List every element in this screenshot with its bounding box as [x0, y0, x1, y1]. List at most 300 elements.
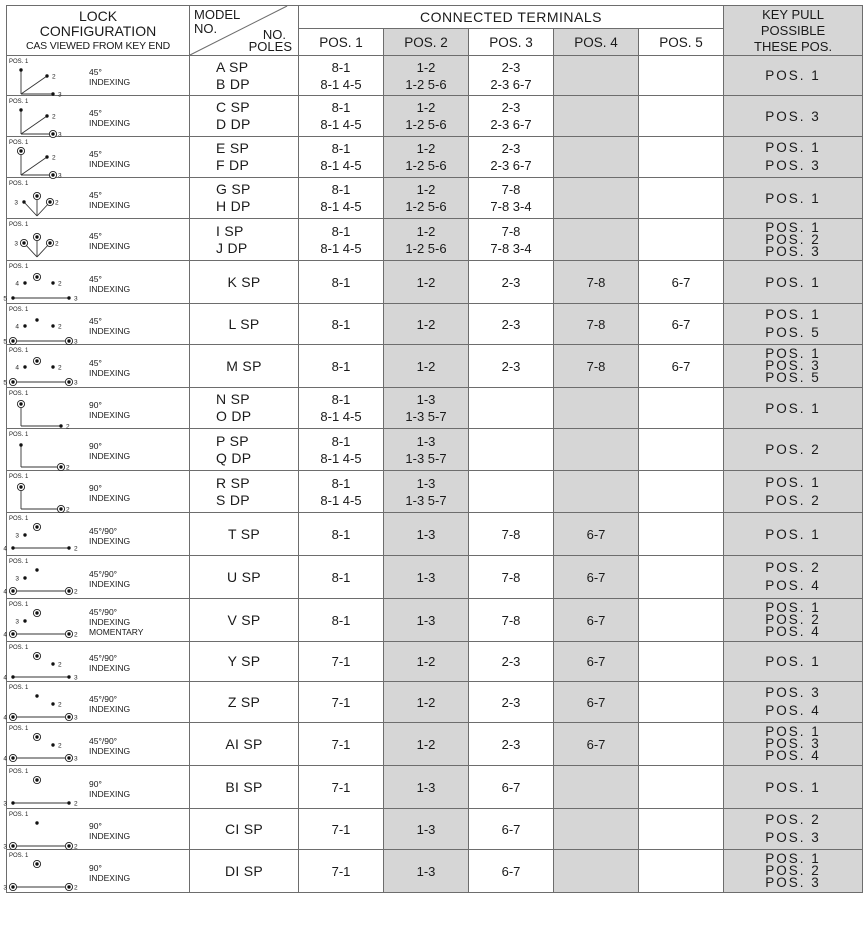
- pos-5-cell: [639, 809, 724, 850]
- terminal-dot: [19, 402, 22, 405]
- table-row: [7, 56, 863, 96]
- cell-line: 6-7: [586, 569, 606, 585]
- indexing-label: [89, 863, 130, 883]
- indexing-line: INDEXING: [89, 831, 131, 841]
- terminal-label: 3: [15, 618, 19, 626]
- cell-line: 8-1 4-5: [320, 158, 362, 173]
- pos-1-tag: POS. 1: [9, 685, 29, 691]
- pos-2-cell: [384, 345, 469, 388]
- terminal-dot: [11, 546, 14, 549]
- key-pull-position: POS. 4: [765, 748, 821, 763]
- lock-diagram: [3, 642, 87, 682]
- terminal-label: 3: [58, 172, 62, 180]
- indexing-line: 45°: [89, 108, 102, 118]
- indexing-label: [89, 441, 130, 461]
- cell-line: 1-2: [416, 316, 436, 332]
- pos-3-cell: [469, 96, 554, 137]
- terminal-label: 2: [58, 280, 62, 288]
- pos-1-tag: POS. 1: [9, 559, 29, 565]
- cell-line: 7-8: [501, 569, 521, 585]
- pos-1-tag: POS. 1: [9, 307, 29, 313]
- cell-line: 1-2 5-6: [405, 199, 447, 214]
- terminal-label: 3: [15, 532, 19, 540]
- table-row: [7, 556, 863, 599]
- terminal-label: 3: [3, 843, 7, 851]
- pos-2-cell: [384, 642, 469, 682]
- connected-terminals-header: CONNECTED TERMINALS: [299, 6, 724, 29]
- cell-line: 1-3: [416, 612, 436, 628]
- key-pull-position: POS. 1: [765, 474, 821, 490]
- cell-line: 1-2: [416, 182, 436, 197]
- cell-line: 2-3 6-7: [490, 76, 532, 92]
- key-pull-cell: [724, 96, 863, 137]
- pos-5-cell: [639, 96, 724, 137]
- indexing-label: [89, 483, 130, 503]
- lock-diagram: [7, 96, 87, 137]
- table-row: [7, 809, 863, 850]
- key-pull-line-3: THESE POS.: [754, 38, 833, 54]
- cell-line: 6-7: [671, 358, 691, 374]
- terminal-dot: [23, 281, 26, 284]
- terminal-label: 3: [14, 199, 18, 207]
- model-cell: [190, 850, 299, 893]
- terminal-label: 3: [74, 379, 78, 387]
- cell-line: S DP: [216, 491, 250, 508]
- terminal-dot: [19, 443, 22, 446]
- indexing-line: 45°: [89, 149, 102, 159]
- pos-1-cell: [299, 809, 384, 850]
- lock-configuration-cell: [3, 809, 190, 851]
- pos-3-cell: [469, 178, 554, 219]
- terminal-dot: [35, 275, 38, 278]
- pos-1-tag: POS. 1: [9, 264, 29, 270]
- key-pull-cell: [724, 429, 863, 471]
- cell-line: 8-1: [331, 475, 351, 491]
- terminal-dot: [35, 318, 38, 321]
- cell-line: 7-8 3-4: [490, 199, 532, 214]
- indexing-line: 90°: [89, 821, 102, 831]
- cell-line: 1-2: [416, 223, 436, 239]
- table-row: [7, 178, 863, 219]
- cell-line: 7-8: [586, 358, 606, 374]
- model-cell: [190, 809, 299, 850]
- terminal-label: 3: [3, 884, 7, 892]
- indexing-label: [89, 400, 130, 420]
- pos-1-cell: [299, 766, 384, 809]
- pos-2-cell: [384, 96, 469, 137]
- terminal-dot: [23, 619, 26, 622]
- lock-diagram: [7, 178, 87, 219]
- indexing-label: [89, 149, 130, 169]
- indexing-label: [89, 607, 143, 637]
- terminal-dot: [23, 365, 26, 368]
- key-pull-cell: [724, 682, 863, 723]
- pos-1-cell: [299, 137, 384, 178]
- pos-3-cell: [469, 219, 554, 261]
- pos-3-cell: [469, 723, 554, 766]
- cell-line: 2-3: [501, 100, 521, 115]
- lock-configuration-cell: [7, 219, 190, 261]
- pos-4-cell: [554, 219, 639, 261]
- cell-line: T SP: [227, 525, 261, 542]
- terminal-dot: [67, 675, 70, 678]
- pos-2-cell: [384, 219, 469, 261]
- pos-4-cell: [554, 850, 639, 893]
- key-pull-position: POS. 2: [765, 231, 821, 247]
- key-pull-position: POS. 1: [765, 526, 821, 542]
- key-pull-position: POS. 3: [765, 830, 821, 845]
- terminal-dot: [67, 296, 70, 299]
- cell-line: 8-1 4-5: [320, 240, 362, 256]
- key-pull-position: POS. 1: [765, 851, 821, 866]
- pos-2-cell: [384, 471, 469, 513]
- terminal-dot: [11, 632, 14, 635]
- terminal-dot: [35, 654, 38, 657]
- pos-5-cell: [639, 137, 724, 178]
- terminal-label: 2: [66, 423, 70, 431]
- cell-line: P SP: [216, 432, 249, 449]
- pos-1-cell: [299, 429, 384, 471]
- cell-line: 7-8: [501, 526, 521, 542]
- model-cell: [190, 96, 299, 137]
- pos-1-header: POS. 1: [299, 29, 384, 56]
- cell-line: A SP: [216, 58, 249, 75]
- cell-line: 1-2 5-6: [405, 158, 447, 173]
- key-pull-cell: [724, 723, 863, 766]
- pos-5-cell: [639, 556, 724, 599]
- pos-2-cell: [384, 556, 469, 599]
- terminal-dot: [11, 675, 14, 678]
- cell-line: 8-1: [331, 569, 351, 585]
- pos-3-cell: [469, 56, 554, 96]
- terminal-dot: [67, 589, 70, 592]
- pos-1-tag: POS. 1: [9, 769, 29, 775]
- pos-2-cell: [384, 304, 469, 345]
- pos-1-cell: [299, 850, 384, 893]
- pos-2-cell: [384, 850, 469, 893]
- key-pull-position: POS. 1: [765, 400, 821, 416]
- cell-line: 1-2: [416, 100, 436, 115]
- terminal-label: 5: [3, 338, 7, 346]
- cell-line: 7-1: [331, 821, 351, 837]
- key-pull-cell: [724, 178, 863, 219]
- cell-line: 8-1 4-5: [320, 76, 362, 92]
- terminal-label: 2: [58, 661, 62, 669]
- cell-line: 8-1: [331, 223, 351, 239]
- pos-4-cell: [554, 809, 639, 850]
- terminal-dot: [35, 778, 38, 781]
- lock-configuration-cell: [7, 178, 190, 219]
- lock-diagram: [3, 513, 87, 556]
- pos-2-cell: [384, 809, 469, 850]
- cell-line: O DP: [216, 408, 252, 424]
- lock-configuration-cell: [7, 137, 190, 178]
- pos-4-cell: [554, 429, 639, 471]
- terminal-dot: [51, 743, 54, 746]
- pos-2-cell: [384, 513, 469, 556]
- model-cell: [190, 56, 299, 96]
- terminal-dot: [11, 844, 14, 847]
- key-pull-position: POS. 1: [765, 219, 821, 235]
- cell-line: 8-1: [331, 274, 351, 290]
- table-row: [7, 388, 863, 429]
- cell-line: 1-3: [416, 475, 436, 491]
- pos-4-cell: [554, 682, 639, 723]
- terminal-dot: [19, 108, 22, 111]
- pos-1-cell: [299, 219, 384, 261]
- pos-1-tag: POS. 1: [9, 140, 29, 146]
- cell-line: I SP: [216, 222, 244, 239]
- terminal-dot: [11, 380, 14, 383]
- indexing-line: 45°/90°: [89, 607, 118, 617]
- indexing-line: INDEXING: [89, 493, 131, 503]
- cell-line: 8-1: [331, 433, 351, 449]
- cell-line: 6-7: [671, 316, 691, 332]
- indexing-line: 90°: [89, 863, 102, 873]
- terminal-dot: [48, 241, 51, 244]
- cell-line: 2-3: [501, 316, 521, 332]
- no-label: NO.: [262, 27, 286, 42]
- terminal-label: 2: [58, 364, 62, 372]
- key-pull-position: POS. 1: [765, 724, 821, 739]
- pos-4-header: POS. 4: [554, 29, 639, 56]
- terminal-dot: [11, 885, 14, 888]
- cell-line: 1-2: [416, 694, 436, 710]
- pos-5-cell: [639, 261, 724, 304]
- pos-4-cell: [554, 471, 639, 513]
- terminal-dot: [67, 339, 70, 342]
- pos-1-tag: POS. 1: [9, 516, 29, 522]
- cell-line: BI SP: [225, 778, 263, 795]
- model-cell: [190, 513, 299, 556]
- model-cell: [190, 471, 299, 513]
- pos-4-cell: [554, 345, 639, 388]
- diagram-line: [21, 116, 47, 134]
- pos-3-cell: [469, 304, 554, 345]
- cell-line: 1-2: [416, 274, 436, 290]
- pos-1-tag: POS. 1: [9, 348, 29, 354]
- terminal-label: 2: [74, 631, 78, 639]
- cell-line: 2-3: [501, 654, 521, 669]
- pos-1-cell: [299, 599, 384, 642]
- cell-line: H DP: [216, 198, 251, 214]
- cell-line: 7-8: [586, 274, 606, 290]
- lock-configuration-cell: [3, 345, 190, 388]
- cell-line: 8-1: [331, 59, 351, 75]
- indexing-line: INDEXING: [89, 789, 131, 799]
- terminal-label: 4: [3, 545, 7, 553]
- terminal-label: 2: [58, 701, 62, 709]
- lock-header-line-2: CONFIGURATION: [39, 22, 157, 39]
- key-pull-position: POS. 2: [765, 863, 821, 878]
- terminal-label: 2: [52, 73, 56, 81]
- pos-5-cell: [639, 429, 724, 471]
- cell-line: L SP: [228, 315, 260, 332]
- cell-line: 2-3: [501, 736, 521, 752]
- cell-line: 6-7: [501, 779, 521, 795]
- table-row: [7, 261, 863, 304]
- table-row: [7, 642, 863, 682]
- cell-line: 8-1 4-5: [320, 492, 362, 508]
- lock-configuration-cell: [3, 723, 190, 766]
- diagram-line: [21, 157, 47, 175]
- key-pull-position: POS. 3: [765, 108, 821, 124]
- table-row: [7, 219, 863, 261]
- cell-line: 8-1: [331, 612, 351, 628]
- cell-line: 7-1: [331, 694, 351, 710]
- indexing-line: 45°/90°: [89, 694, 118, 704]
- cell-line: E SP: [216, 140, 250, 156]
- lock-diagram: [7, 56, 87, 99]
- pos-1-cell: [299, 304, 384, 345]
- indexing-line: INDEXING: [89, 118, 131, 128]
- pos-2-cell: [384, 766, 469, 809]
- indexing-line: INDEXING: [89, 579, 131, 589]
- cell-line: 2-3: [501, 274, 521, 290]
- lock-configuration-cell: [7, 471, 190, 513]
- key-pull-cell: [724, 261, 863, 304]
- pos-4-cell: [554, 56, 639, 96]
- indexing-line: 45°/90°: [89, 736, 118, 746]
- indexing-line: MOMENTARY: [89, 627, 144, 637]
- key-pull-position: POS. 3: [765, 736, 821, 751]
- cell-line: 7-1: [331, 863, 351, 879]
- pos-1-tag: POS. 1: [9, 222, 29, 228]
- cell-line: 1-3: [416, 433, 436, 449]
- terminal-dot: [35, 359, 38, 362]
- cell-line: 2-3: [501, 141, 521, 156]
- indexing-line: 45°/90°: [89, 569, 118, 579]
- lock-configuration-cell: [3, 513, 190, 556]
- terminal-dot: [67, 756, 70, 759]
- terminal-label: 3: [74, 714, 78, 722]
- cell-line: C SP: [216, 99, 250, 115]
- lock-configuration-cell: [3, 850, 190, 893]
- lock-configuration-cell: [7, 429, 190, 471]
- lock-diagram: [3, 682, 87, 723]
- pos-1-tag: POS. 1: [9, 726, 29, 732]
- key-pull-position: POS. 2: [765, 560, 821, 575]
- terminal-dot: [48, 200, 51, 203]
- poles-label: POLES: [248, 39, 292, 54]
- pos-1-cell: [299, 96, 384, 137]
- pos-1-cell: [299, 178, 384, 219]
- cell-line: 1-3 5-7: [405, 492, 447, 508]
- cell-line: 8-1 4-5: [320, 450, 362, 466]
- lock-header-line-1: LOCK: [78, 7, 118, 24]
- pos-3-cell: [469, 599, 554, 642]
- model-cell: [190, 345, 299, 388]
- model-cell: [190, 388, 299, 429]
- terminal-dot: [51, 702, 54, 705]
- cell-line: 7-8 3-4: [490, 240, 532, 256]
- lock-configuration-cell: [3, 599, 190, 642]
- pos-2-cell: [384, 599, 469, 642]
- terminal-dot: [67, 885, 70, 888]
- indexing-label: [89, 108, 130, 128]
- key-pull-position: POS. 1: [765, 779, 821, 795]
- indexing-label: [89, 358, 130, 378]
- pos-5-cell: [639, 178, 724, 219]
- pos-3-cell: [469, 682, 554, 723]
- terminal-label: 4: [3, 674, 7, 682]
- lock-configuration-cell: [7, 388, 190, 429]
- terminal-dot: [51, 324, 54, 327]
- indexing-label: [89, 316, 130, 336]
- table-row: [7, 599, 863, 642]
- terminal-dot: [67, 546, 70, 549]
- model-cell: [190, 261, 299, 304]
- lock-configuration-cell: [7, 96, 190, 137]
- indexing-line: INDEXING: [89, 77, 131, 87]
- pos-4-cell: [554, 513, 639, 556]
- cell-line: 1-2 5-6: [405, 76, 447, 92]
- indexing-line: 45°: [89, 231, 102, 241]
- lock-diagram: [3, 304, 87, 346]
- terminal-dot: [11, 756, 14, 759]
- pos-4-cell: [554, 766, 639, 809]
- indexing-line: INDEXING: [89, 368, 131, 378]
- pos-1-cell: [299, 723, 384, 766]
- terminal-dot: [35, 611, 38, 614]
- key-pull-position: POS. 2: [765, 492, 821, 508]
- cell-line: 1-2: [416, 59, 436, 75]
- lock-diagram: [7, 388, 87, 429]
- pos-2-cell: [384, 429, 469, 471]
- table-row: [7, 304, 863, 345]
- model-cell: [190, 304, 299, 345]
- table-row: [7, 766, 863, 809]
- indexing-line: INDEXING: [89, 536, 131, 546]
- lock-diagram: [7, 429, 87, 471]
- lock-configuration-cell: [3, 682, 190, 723]
- terminal-label: 3: [74, 674, 78, 682]
- terminal-label: 2: [74, 545, 78, 553]
- terminal-dot: [59, 507, 62, 510]
- key-pull-position: POS. 2: [765, 812, 821, 827]
- terminal-label: 2: [58, 742, 62, 750]
- cell-line: 7-8: [586, 316, 606, 332]
- cell-line: 2-3: [501, 694, 521, 710]
- key-pull-cell: [724, 850, 863, 893]
- pos-2-cell: [384, 137, 469, 178]
- lock-diagram: [3, 345, 87, 388]
- indexing-label: [89, 821, 130, 841]
- terminal-dot: [35, 525, 38, 528]
- key-pull-cell: [724, 471, 863, 513]
- pos-1-cell: [299, 513, 384, 556]
- key-pull-cell: [724, 137, 863, 178]
- lock-diagram: [3, 850, 87, 893]
- pos-1-tag: POS. 1: [9, 812, 29, 818]
- lock-configuration-cell: [3, 261, 190, 304]
- lock-configuration-cell: [3, 766, 190, 809]
- cell-line: 1-2: [416, 141, 436, 156]
- terminal-dot: [19, 485, 22, 488]
- key-pull-cell: [724, 556, 863, 599]
- model-cell: [190, 682, 299, 723]
- cell-line: 1-3: [416, 392, 436, 407]
- pos-5-header: POS. 5: [639, 29, 724, 56]
- cell-line: 8-1 4-5: [320, 199, 362, 214]
- cell-line: 1-2: [416, 358, 436, 374]
- pos-3-cell: [469, 261, 554, 304]
- cell-line: V SP: [227, 611, 261, 628]
- key-pull-position: POS. 1: [765, 140, 821, 155]
- terminal-dot: [67, 380, 70, 383]
- terminal-table: [3, 5, 863, 893]
- pos-5-cell: [639, 766, 724, 809]
